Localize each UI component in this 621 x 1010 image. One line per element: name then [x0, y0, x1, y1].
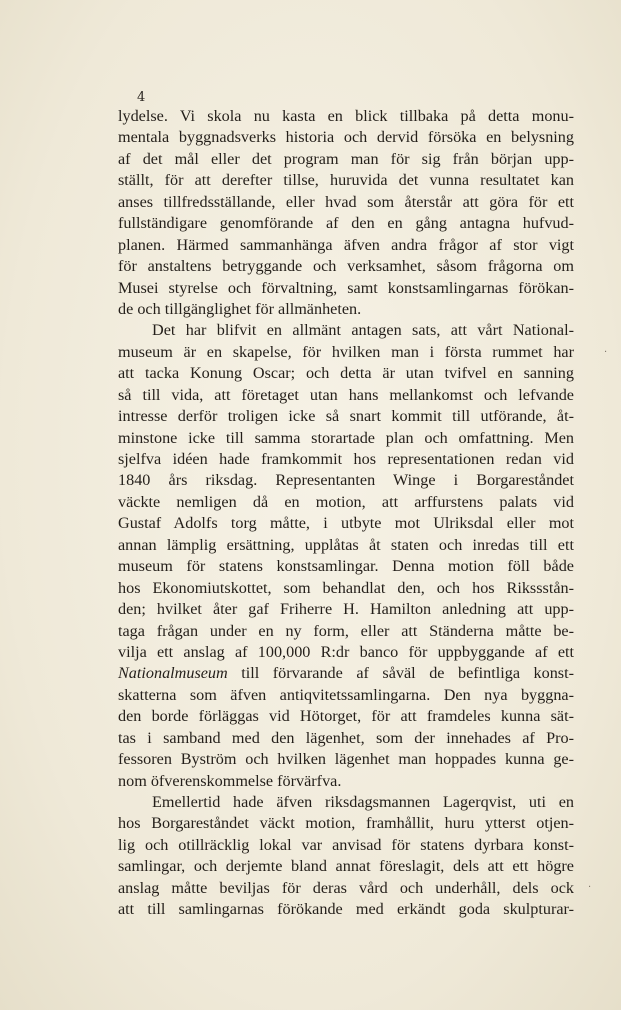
text-line: den; hvilket åter gaf Friherre H. Hamilton anledning att upp- [118, 600, 574, 619]
text-line: fessoren Byström och hvilken lägenhet man hoppades kunna ge- [118, 750, 574, 769]
text-line: väckte nemligen då en motion, att arffurstens palats vid [118, 492, 574, 511]
text-line: för anstaltens betryggande och verksamhet, såsom frågorna om [118, 257, 574, 276]
text-line-with-italic [118, 663, 574, 684]
text-line: anslag måtte beviljas för deras vård och underhåll, dels ock [118, 878, 574, 897]
text-line: ställt, för att derefter tillse, huruvida det vunna resultatet kan [118, 171, 574, 190]
italic-term: Nationalmuseum [118, 664, 228, 683]
page-number: 4 [137, 90, 146, 105]
text-line: museum för statens konstsamlingar. Denna motion föll både [118, 557, 574, 576]
text-line: minstone icke till samma storartade plan och omfattning. Men [118, 428, 574, 447]
text-line: tas i samband med den lägenhet, som der innehades af Pro- [118, 728, 574, 747]
paper-speck: · [588, 882, 592, 893]
text-line: den borde förläggas vid Hötorget, för att framdeles kunna sät- [118, 707, 574, 726]
text-line: Musei styrelse och förvaltning, samt konstsamlingarnas förökan- [118, 278, 574, 297]
text-line: lig och otillräcklig lokal var anvisad för statens dyrbara konst- [118, 835, 574, 854]
text-line: nom öfverenskommelse förvärfva. [118, 771, 342, 790]
text-line: fullständigare genomförande af den en gång antagna hufvud- [118, 214, 574, 233]
text-line: samlingar, och derjemte bland annat föreslagit, dels att ett högre [118, 857, 574, 876]
text-line: museum är en skapelse, för hvilken man i första rummet har [118, 342, 574, 361]
text-line: skatterna som äfven antiqvitetssamlingarna. Den nya byggna- [118, 685, 574, 704]
paragraph-start-line: Emellertid hade äfven riksdagsmannen Lagerqvist, uti en [152, 793, 574, 811]
text-line: mentala byggnadsverks historia och dervid försöka en belysning [118, 128, 574, 147]
text-line: intresse derför troligen icke så snart kommit till utförande, åt- [118, 407, 574, 426]
text-line: hos Ekonomiutskottet, som behandlat den, och hos Rikssstån- [118, 578, 574, 597]
text-line: hos Borgareståndet väckt motion, framhållit, huru ytterst otjen- [118, 814, 574, 833]
text-line: annan lämplig ersättning, upplåtas åt staten och inredas till ett [118, 535, 574, 554]
text-line: att till samlingarnas förökande med erkändt goda skulpturar- [118, 900, 574, 919]
paper-speck: · [604, 347, 608, 358]
text-line: anses tillfredsställande, eller hvad som återstår att göra för ett [118, 192, 574, 211]
text-line: taga frågan under en ny form, eller att Ständerna måtte be- [118, 621, 574, 640]
text-line: 1840 års riksdag. Representanten Winge i Borgareståndet [118, 471, 574, 490]
text-line: planen. Härmed sammanhänga äfven andra frågor af stor vigt [118, 235, 574, 254]
body-text [118, 106, 574, 921]
text-line: Gustaf Adolfs torg måtte, i utbyte mot Ulriksdal eller mot [118, 514, 574, 533]
text-segment: till förvarande af såväl de befintliga konst- [227, 664, 574, 683]
text-line: lydelse. Vi skola nu kasta en blick tillbaka på detta monu- [118, 107, 574, 125]
text-line: vilja ett anslag af 100,000 R:dr banco för uppbyggande af ett [118, 642, 574, 661]
paragraph-start-line: Det har blifvit en allmänt antagen sats, att vårt National- [152, 321, 574, 340]
text-line: att tacka Konung Oscar; och detta är utan tvifvel en sanning [118, 364, 574, 383]
text-line: så till vida, att företaget utan hans mellankomst och lefvande [118, 385, 574, 404]
text-line: af det mål eller det program man för sig från början upp- [118, 149, 574, 168]
text-line: sjelfva idéen hade framkommit hos representationen redan vid [118, 450, 574, 468]
text-line: de och tillgänglighet för allmänheten. [118, 299, 362, 318]
